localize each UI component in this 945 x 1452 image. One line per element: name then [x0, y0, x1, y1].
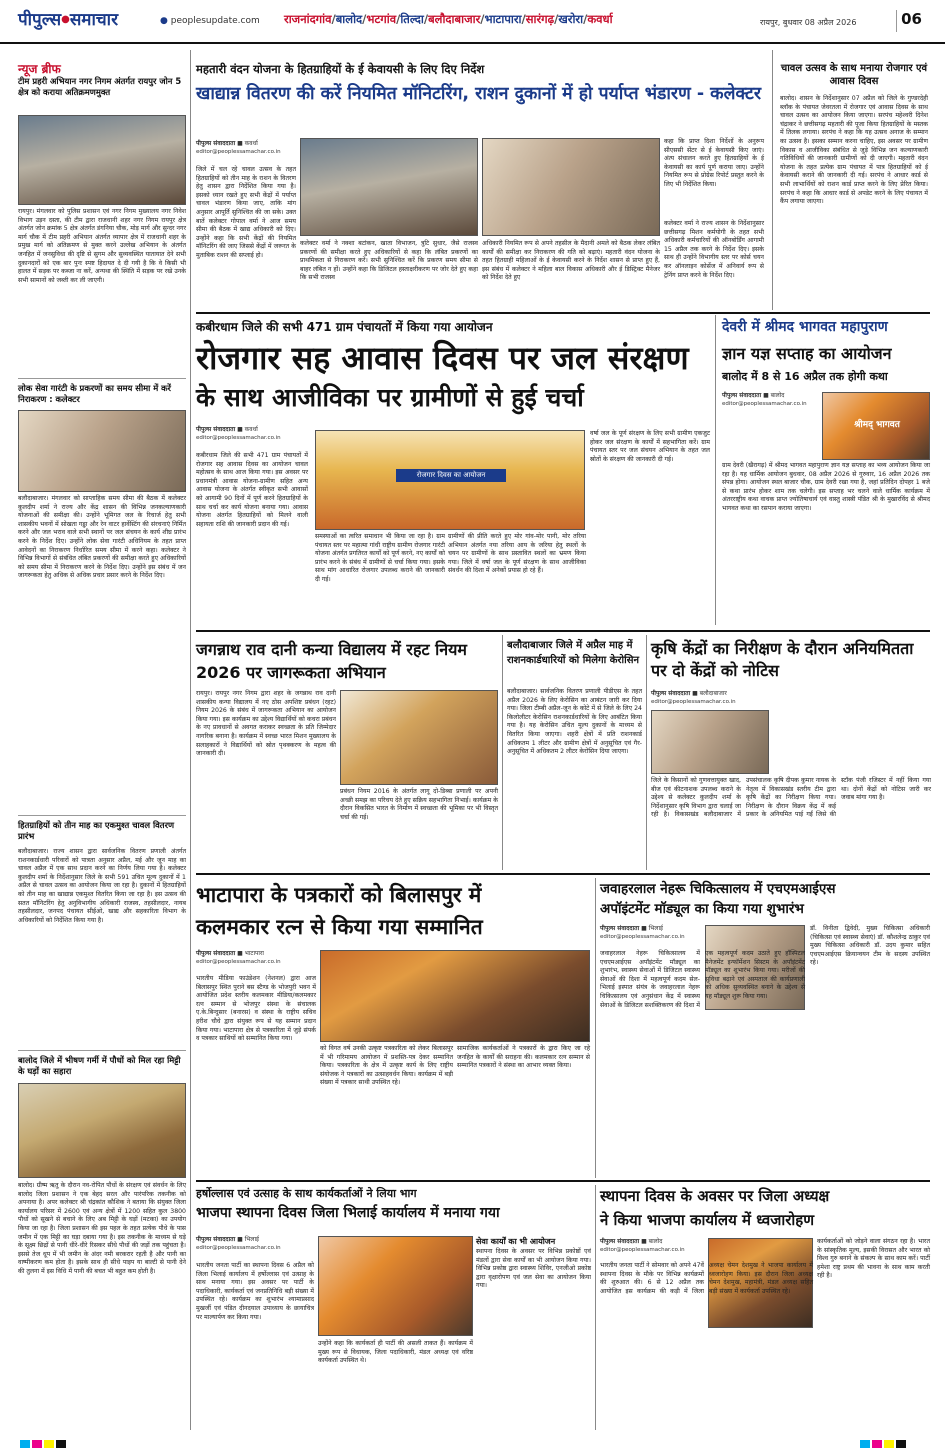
dateline: रायपुर, बुधवार 08 अप्रैल 2026 — [760, 18, 857, 27]
city-separator: / — [554, 12, 559, 26]
website-line — [160, 16, 260, 26]
right-story2-subtitle: बालोद में 8 से 16 अप्रैल तक होगी कथा — [722, 370, 888, 383]
story3-headline: जगन्नाथ राव दानी कन्या विद्यालय में रहट नियम 2026 पर जागरूकता अभियान — [196, 640, 467, 682]
story3-body2: प्रबंधन नियम 2016 के अंतर्गत लागू दो-डिब्बा प्रणाली पर अपनी अच्छी समझ का परिचय देते हुए सक्रिय सहभागिता निभाई। कार्यक्रम के दौरान विकसित भारत के निर्माण में स्वच्छता की भूमिका पर भी विस्तृत चर्चा की गई। — [340, 788, 498, 821]
byline-label: पीपुल्स संवाददाता — [196, 140, 236, 147]
city-link[interactable]: भाटापारा — [484, 12, 522, 26]
top-story-col1: जिले में चल रहे चावल उत्सव के तहत हितग्राहियों को तीन माह के राशन के वितरण हेतु शासन द्वारा निर्देशित किया गया है। इसको ध्यान रखते हुए सभी केंद्रों में पर्याप्त चावल भंडारण किया जाए, ताकि मांग अनुसार आपूर्ति सुनिश्चित की जा सके। उक्त बातें कलेक्टर गोपाल वर्मा ने आज समय सीमा की बैठक में खाद्य अधिकारी को दिए। उन्होंने कहा कि सभी केंद्रों की नियमित मॉनिटरिंग की जाए जिससे केंद्रों में जरूरत के मुताबिक राशन की सप्लाई हो। — [196, 166, 296, 259]
logo-dot-icon: ● — [61, 14, 70, 25]
byline-email[interactable]: editor@peoplessamachar.co.in — [196, 149, 281, 155]
byline-place: बलौदाबाजार — [699, 690, 727, 697]
story8-byline — [196, 1236, 316, 1252]
byline-email[interactable]: editor@peoplessamachar.co.in — [651, 699, 736, 705]
city-link[interactable]: भटगांव — [366, 12, 397, 26]
story7-headline-1: जवाहरलाल नेहरू चिकित्सालय में एचएमआईएस — [600, 881, 836, 897]
byline-place: भिलाई — [648, 925, 663, 932]
story9-body: भारतीय जनता पार्टी ने सोमवार को अपने 47वें स्थापना दिवस के मौके पर विभिन्न कार्यक्रमों की शुरुआत की। 6 से 12 अप्रैल तक आयोजित इस कार्यक्रम की कड़ी में जिला अध्यक्ष चेमन देशमुख ने भाजपा कार्यालय में ध्वजारोहण किया। इस दौरान जिला अध्यक्ष चेमन देशमुख, महामंत्री, मंडल अध्यक्ष सहित बड़ी संख्या में कार्यकर्ता उपस्थित रहे। — [600, 1262, 813, 1295]
byline-place: कवर्धा — [244, 426, 258, 433]
byline-email[interactable]: editor@peoplessamachar.co.in — [196, 435, 281, 441]
top-story-col5: कलेक्टर वर्मा ने राज्य शासन के निर्देशानुसार छत्तीसगढ़ मिशन कर्मयोगी के तहत सभी अधिकारी कर्मचारियों की ऑनबोर्डिंग आगामी 15 अप्रैल तक करने के निर्देश दिए। इसके साथ ही उन्होंने विभागीय स्तर पर कोर्स चयन कर ऑनलाइन कोर्सेज में अनिवार्य रूप से ट्रेनिंग प्राप्त करने के निर्देश दिए। — [664, 220, 764, 279]
right-top-body: बालोद। शासन के निर्देशानुसार 07 अप्रैल को जिले के गुण्डरदेही ब्लॉक के पंचायत जेवरतला में रोजगार एवं आवास दिवस के साथ चावल उत्सव का आयोजन किया जाएगा। सरपंच महेश्वरी दिनेश चंद्राकर ने छत्तीसगढ़ महतारी की पूजा किया हितग्राहियों के मस्तक में तिलक लगाया। सरपंच ने कहा कि यह उत्सव अनाज के सम्मान का उत्सव है। इसका सम्मान करना चाहिए, इस अवसर पर ग्रामीण विकास व आजीविका संबंधित से जुड़े विभिन्न जन कल्याणकारी गतिविधियों की जानकारी ग्रामीणों को दी जाएगी। महतारी वंदन योजना के तहत प्रत्येक ग्राम पंचायत में पात्र हितग्राहियों को ई केवायसी कराने की जानकारी दी गई। सरपंच ने आधार कार्ड से सभी लाभार्थियों को राशन कार्ड प्राप्त करने के लिए प्रेरित किया। सरपंच ने कहा कि आधार कार्ड से अपडेट करने के लिए पंचायत में कैंप लगाया जाएगा। — [780, 95, 928, 206]
story3-photo — [340, 690, 498, 785]
story5-headline: कृषि केंद्रों का निरीक्षण के दौरान अनियमितता पर दो केंद्रों को नोटिस — [651, 639, 914, 680]
story8-body1: भारतीय जनता पार्टी का स्थापना दिवस 6 अप्रैल को जिला भिलाई कार्यालय में हर्षोल्लास एवं उत्साह के साथ मनाया गया। इस अवसर पर पार्टी के पदाधिकारी, कार्यकर्ता एवं जनप्रतिनिधि बड़ी संख्या में उपस्थित रहे। कार्यक्रम का शुभारंभ श्यामाप्रसाद मुखर्जी एवं पंडित दीनदयाल उपाध्याय के छायाचित्र पर माल्यार्पण कर किया गया। — [196, 1262, 314, 1321]
story9-headline-2: ने किया भाजपा कार्यालय में ध्वजारोहण — [600, 1211, 815, 1229]
byline-label: पीपुल्स संवाददाता — [651, 690, 691, 697]
brief4-photo — [18, 1083, 186, 1178]
city-link[interactable]: बलौदाबाजार — [428, 12, 481, 26]
byline-place: भाटापारा — [244, 950, 264, 957]
news-brief-label: न्यूज ब्रीफ — [18, 62, 61, 76]
city-strip — [284, 12, 613, 27]
banner-caption: रोजगार दिवस का आयोजन — [396, 469, 506, 482]
byline-label: पीपुल्स संवाददाता — [600, 1238, 640, 1245]
byline-label: पीपुल्स संवाददाता — [600, 925, 640, 932]
right-story2-title-1: देवरी में श्रीमद भागवत महापुराण — [722, 319, 888, 335]
story4-body: बलौदाबाजार। सार्वजनिक वितरण प्रणाली पीडीएस के तहत अप्रैल 2026 के लिए केरोसिन का आबंटन जारी कर दिया गया। जिला टीम्बी अप्रैल-जून के कोटे में से जिले के लिए 24 किलोलीटर केरोसिन राशनकार्डधारियों के लिए आबंटित किया गया है। यह केरोसिन उचित मूल्य दुकानों के माध्यम से वितरित किया जाएगा। शहरी क्षेत्रों में प्रति राशनकार्ड अधिकतम 1 लीटर और ग्रामीण क्षेत्रों में अनुसूचित एवं गैर-अनुसूचित में अधिकतम 2 लीटर केरोसिन दिया जाएगा। — [507, 688, 642, 756]
byline-email[interactable]: editor@peoplessamachar.co.in — [600, 934, 685, 940]
story7-body: जवाहरलाल नेहरू चिकित्सालय में एचएमआईएस अपॉइंटमेंट मॉड्यूल का शुभारंभ, स्वास्थ्य सेवाओं में डिजिटल स्वास्थ्य सेवाओं की दिशा में महत्वपूर्ण कदम सेल-भिलाई इस्पात संयंत्र के जवाहरलाल नेहरू चिकित्सालय एवं अनुसंधान केंद्र में स्वास्थ्य सेवाओं के डिजिटल सशक्तिकरण की दिशा में एक महत्वपूर्ण कदम उठाते हुए हॉस्पिटल मैनेजमेंट इन्फॉर्मेशन सिस्टम के अपॉइंटमेंट मॉड्यूल का शुभारंभ किया गया। मरीजों की सुविधा बढ़ाने एवं अस्पताल की कार्यप्रणाली को अधिक सुव्यवस्थित बनाने के उद्देश्य से यह मॉड्यूल शुरू किया गया। — [600, 950, 805, 1009]
color-registration-strip — [20, 1433, 68, 1452]
city-link[interactable]: खरोरा — [558, 12, 584, 26]
city-separator: / — [521, 12, 526, 26]
color-registration-strip-right — [860, 1433, 908, 1452]
right-top-title: चावल उत्सव के साथ मनाया रोजगार एवं आवास दिवस — [780, 63, 928, 87]
brief1-body: रायपुर। मंगलवार को पुलिस प्रशासन एवं नगर निगम मुख्यालय नगर निवेश विभाग उड़न दस्ता, की टीम द्वारा राजधानी शहर नगर निगम रायपुर क्षेत्र अंतर्गत जोन क्रमांक 5 क्षेत्र अंतर्गत डंगनिया चौक, मोड़ मार्ग और सुन्दर नगर मार्ग चौक में टीम प्रहरी अभियान अंतर्गत व्यापार क्षेत्र में राजधानी शहर के प्रमुख मार्ग को अतिक्रमण से मुक्त करने उल्लेख अभियान के अंतर्गत जनहित में जनसुविधा की दृष्टि से सुगम और सुव्यवस्थित यातायात देने सभी दुकानदारों को एक बार पुनः स्पष्ट हिदायत दे दी गयी है कि वे किसी भी हालत में सड़क पर कब्जा ना करें, अन्यथा की स्थिति में सड़क पर रखे उनके सभी सामानों को जब्ती कर ली जाएगी। — [18, 208, 186, 284]
byline-label: पीपुल्स संवाददाता — [196, 1236, 236, 1243]
story9-byline — [600, 1238, 710, 1254]
story2-headline-1: रोजगार सह आवास दिवस पर जल संरक्षण — [196, 339, 689, 377]
byline-place: बालोद — [770, 392, 785, 399]
city-link[interactable]: सारंगढ़ — [525, 12, 555, 26]
story2-overline: कबीरधाम जिले की सभी 471 ग्राम पंचायतों में किया गया आयोजन — [196, 320, 493, 334]
story9-headline-1: स्थापना दिवस के अवसर पर जिला अध्यक्ष — [600, 1187, 830, 1205]
top-story-byline — [196, 140, 296, 156]
story5-byline — [651, 690, 771, 706]
byline-label: पीपुल्स संवाददाता — [722, 392, 762, 399]
city-link[interactable]: कवर्धा — [587, 12, 613, 26]
story2-col1: कबीरधाम जिले की सभी 471 ग्राम पंचायतों में रोजगार सह आवास दिवस का आयोजन चावल महोत्सव के साथ आज किया गया। इस अवसर पर प्रधानमंत्री आवास योजना-ग्रामीण सहित अन्य आवास योजना के अंतर्गत स्वीकृत सभी आवासों को आगामी 90 दिनों में पूर्ण करने हितग्राहियों के साथ चर्चा कर कार्य योजना बनाया गया। आवास योजना अंतर्गत हितग्राहियों को मिलने वाली सहायता राशि की जानकारी प्रदान की गई। — [196, 452, 308, 528]
byline-sep-icon: ■ — [237, 140, 243, 147]
byline-sep-icon: ■ — [641, 1238, 647, 1245]
city-link[interactable]: राजनांदगांव — [284, 12, 332, 26]
byline-sep-icon: ■ — [763, 392, 769, 399]
right-story2-title-2: ज्ञान यज्ञ सप्ताह का आयोजन — [722, 344, 892, 363]
story8-sidebox-body: स्थापना दिवस के अवसर पर विभिन्न प्रकोष्ठों एवं मंडलों द्वारा सेवा कार्यों का भी आयोजन किया गया। विभिन्न प्रकोष्ठ द्वारा स्वास्थ्य शिविर, एनजीओ प्रकोष्ठ द्वारा वृक्षारोपण एवं जल सेवा का आयोजन किया गया। — [476, 1248, 591, 1290]
city-separator: / — [396, 12, 401, 26]
story7-body2: डॉ. विनीता द्विवेदी, मुख्य चिकित्सा अधिकारी (चिकित्सा एवं स्वास्थ्य सेवाएं) डॉ. कौशलेन्द्र ठाकुर एवं मुख्य चिकित्सा अधिकारी डॉ. उदय कुमार सहित एचएमआईएस क्रियान्वयन टीम के सदस्य उपस्थित रहे। — [810, 925, 930, 967]
story8-sidebox-title: सेवा कार्यों का भी आयोजन — [476, 1237, 556, 1246]
brief2-title: लोक सेवा गारंटी के प्रकरणों का समय सीमा में करें निराकरण : कलेक्टर — [18, 383, 171, 404]
story6-headline-1: भाटापारा के पत्रकारों को बिलासपुर में — [196, 883, 482, 907]
story7-byline — [600, 925, 720, 941]
city-separator: / — [480, 12, 485, 26]
story6-byline — [196, 950, 316, 966]
story5-photo — [651, 710, 769, 774]
byline-email[interactable]: editor@peoplessamachar.co.in — [196, 1245, 281, 1251]
brief2-photo — [18, 410, 186, 492]
story6-body3: सामाजिक कार्यकर्ताओं ने पत्रकारों के द्वारा किए जा रहे जनहित के कार्यों की सराहना की। कलमकार रत्न सम्मान से सम्मानित पत्रकारों ने संस्था का आभार व्यक्त किया। — [457, 1045, 590, 1070]
brief3-title: हितग्राहियों को तीन माह का एकमुश्त चावल वितरण प्रारंभ — [18, 820, 175, 841]
byline-email[interactable]: editor@peoplessamachar.co.in — [196, 959, 281, 965]
logo — [18, 10, 118, 30]
byline-label: पीपुल्स संवाददाता — [196, 426, 236, 433]
byline-email[interactable]: editor@peoplessamachar.co.in — [722, 401, 807, 407]
logo-right: समाचार — [69, 10, 119, 30]
byline-sep-icon: ■ — [237, 1236, 243, 1243]
top-story-headline: खाद्यान्न वितरण की करें नियमित मॉनिटरिंग, राशन दुकानों में हो पर्याप्त भंडारण - कलेक्टर — [196, 84, 761, 104]
brief4-title: बालोद जिले में भीषण गर्मी में पौधों को मिल रहा मिट्टी के घड़ों का सहारा — [18, 1055, 181, 1076]
story2-col3: ग्रामीणों की प्रीति करते हुए मोर गांव-मोर पानी, मोर तरिया अभियान अंतर्गत नया तरिया आय के जरिया हेतु स्थलों के चयन पर ग्रामीणों के साथ प्रस्तावित स्थलों का भ्रमण किया गया। जिले में वर्षा जल के पूर्ण संरक्षण के साथ आजीविका संवर्धन की दिशा में अनेकों प्रयास हो रहे हैं। — [448, 533, 586, 575]
right-story2-body: ग्राम देवरी (खैरागढ़) में श्रीमद भागवत महापुराण ज्ञान यज्ञ सप्ताह का भव्य आयोजन किया जा रहा है। यह धार्मिक आयोजन बुधवार, 08 अप्रैल 2026 से गुरुवार, 16 अप्रैल 2026 तक संपन्न होगा। आयोजन स्थल बाजार चौक, ग्राम देवरी रखा गया है, जहां प्रतिदिन दोपहर 1 बजे से कथा प्रारंभ होकर शाम तक चलेगी। इस सप्ताह भर चलने वाले धार्मिक कार्यक्रम में अंतरराष्ट्रीय कथा वाचक प्राप्त ज्योतिषाचार्य एवं वास्तु शास्त्री पंडित श्री के मुखारविंद से श्रीमद भागवत कथा का रसपान कराया जाएगा। — [722, 462, 930, 512]
brief4-body: बालोद। ग्रीष्म ऋतु के दौरान नव-रोपित पौधों के संरक्षण एवं संवर्धन के लिए बालोद जिला प्रशासन ने एक बेहद सरल और पारंपरिक तकनीक को अपनाया है। अपर कलेक्टर श्री चंद्रकांत कौशिक ने बताया कि संयुक्त जिला कार्यालय परिसर में 2600 एवं अन्य क्षेत्रों में 1200 सहित कुल 3800 पौधों को सूखने से बचाने के लिए अब मिट्टी के घड़ों (मटका) का उपयोग किया जा रहा है। जिला प्रशासन की इस पहल के तहत प्रत्येक पौधे के पास जमीन में एक मिट्टी का घड़ा दबाया गया है। इस तकनीक के माध्यम से घड़े के सूक्ष्म छिद्रों से पानी धीरे-धीरे रिसकर सीधे पौधों की जड़ों तक पहुंचता है। इससे तेज धूप में भी जमीन के अंदर नमी बरकरार रहती है और पानी का वाष्पीकरण कम होता है। इसके साथ ही सीधे पाइप या बाल्टी से पानी देने की तुलना में इस विधि में पानी की बचत भी बहुत कम होती है। — [18, 1182, 186, 1275]
story6-body2: को विगत वर्ष उनकी उत्कृष्ट पत्रकारिता को लेकर बिलासपुर में भी गरिमामय आयोजन में प्रशस्ति-पत्र देकर सम्मानित किया। पत्रकारिता के क्षेत्र में उत्कृष्ट कार्य के लिए राष्ट्रीय संयोजक ने पत्रकारों का उत्साहवर्धन किया। कार्यक्रम में बड़ी संख्या में पत्रकार साथी उपस्थित रहे। — [320, 1045, 453, 1087]
right-story2-poster — [822, 392, 930, 460]
story5-body: जिले के किसानों को गुणवत्तायुक्त खाद, बीज एवं कीटनाशक उपलब्ध कराने के उद्देश्य से कलेक्टर कुलदीप शर्मा के निर्देशानुसार कृषि विभाग द्वारा चलाई जा रही है। विकासखंड बलौदाबाजार में उपसंचालक कृषि दीपक कुमार नायक के नेतृत्व में विकासखंड स्तरीय टीम द्वारा कृषि केंद्रों का निरीक्षण किया गया। निरीक्षण के दौरान विक्रय केंद्र में कई प्रकार के अनियमित पाई गईं जिसे की स्टॉक पंजी रजिस्टर में नहीं किया गया था। दोनों केंद्रों को नोटिस जारी कर जवाब मांगा गया है। — [651, 777, 931, 819]
top-story-col2: कलेक्टर वर्मा ने नक्शा बटांकन, खाता विभाजन, त्रुटि सुधार, जैसे राजस्व प्रकरणों की समीक्षा करते हुए अधिकारियों से कहा कि लंबित प्रकरणों का प्राथमिकता से निराकरण करें। सभी सुनिश्चित करें कि प्रकरण समय सीमा से बाहर लंबित न हों। उन्होंने कहा कि डिजिटल हस्ताक्षरीकरण पर जोर देते हुए कहा कि सभी राजस्व — [300, 240, 478, 282]
brief1-photo — [18, 115, 186, 205]
story6-photo — [320, 950, 590, 1042]
byline-sep-icon: ■ — [237, 426, 243, 433]
globe-icon: ● — [160, 16, 168, 26]
top-story-photo-1 — [300, 138, 478, 236]
story2-headline-2: के साथ आजीविका पर ग्रामीणों से हुई चर्चा — [196, 383, 584, 412]
brief1-title: टीम प्रहरी अभियान नगर निगम अंतर्गत रायपुर जोन 5 क्षेत्र को कराया अतिक्रमणमुक्त — [18, 76, 182, 97]
story2-col4: वर्षा जल के पूर्ण संरक्षण के लिए सभी ग्रामीण एकजुट होकर जल संरक्षण के कार्यों में सहभागिता करें। ग्राम पंचायत स्तर पर जल संचयन अभियान के तहत जल स्रोतों के संरक्षण की जानकारी दी गई। — [590, 430, 710, 463]
city-separator: / — [423, 12, 429, 26]
story6-headline-2: कलमकार रत्न से किया गया सम्मानित — [196, 915, 483, 939]
byline-sep-icon: ■ — [237, 950, 243, 957]
logo-left: पीपुल्स — [18, 10, 62, 30]
city-link[interactable]: बालोद — [335, 12, 363, 26]
byline-sep-icon: ■ — [641, 925, 647, 932]
masthead — [0, 0, 945, 44]
byline-place: भिलाई — [244, 1236, 259, 1243]
byline-place: कवर्धा — [244, 140, 258, 147]
top-story-overline: महतारी वंदन योजना के हितग्राहियों के ई केवायसी के लिए दिए निर्देश — [196, 62, 485, 76]
story3-body1: रायपुर। रायपुर नगर निगम द्वारा शहर के जगन्नाथ राव दानी शासकीय कन्या विद्यालय में नए ठोस अपशिष्ट प्रबंधन (रहट) नियम 2026 के संबंध में जागरूकता अभियान का आयोजन किया गया। इस कार्यक्रम का उद्देश्य विद्यार्थियों को कचरा प्रबंधन के नए प्रावधानों से अवगत कराकर स्वच्छता के प्रति जिम्मेदार नागरिक बनाना है। कार्यक्रम में स्वच्छ भारत मिशन मुख्यालय के सलाहकारों ने विद्यार्थियों को स्रोत पृथक्करण के महत्व की जानकारी दी। — [196, 690, 336, 758]
byline-sep-icon: ■ — [692, 690, 698, 697]
story8-photo — [318, 1236, 473, 1336]
website[interactable]: peoplesupdate.com — [170, 16, 260, 26]
top-story-photo-2 — [482, 138, 660, 236]
story8-overline: हर्षोल्लास एवं उत्साह के साथ कार्यकर्ताओं ने लिया भाग — [196, 1187, 417, 1200]
top-story-col4: कहा कि प्राप्त दिशा निर्देशों के अनुरूप सीएससी सेंटर से ई केवायसी किए जाएं। अंत्य संचालन करते हुए हितग्राहियों के ई केवायसी का कार्य पूर्ण कराया जाए। उन्होंने नियमित रूप से प्रोग्रेस रिपोर्ट प्रस्तुत करने के लिए भी निर्देशित किया। — [664, 138, 764, 188]
city-separator: / — [331, 12, 336, 26]
byline-label: पीपुल्स संवाददाता — [196, 950, 236, 957]
top-story-col3: अधिकारी नियमित रूप से अपने तहसील के मैदानी अमले को बैठक लेकर लंबित कार्यों की समीक्षा कर निराकरण की गति को बढ़ाएं। महतारी वंदन योजना के तहत हितग्राही महिलाओं के ई केवायसी करने के निर्देश शासन से प्राप्त हुए हैं, इस संबंध में कलेक्टर ने महिला बाल विकास अधिकारी और ई डिस्ट्रिक्ट मैनेजर को निर्देश देते हुए — [482, 240, 660, 282]
story8-body2: उन्होंने कहा कि कार्यकर्ता ही पार्टी की असली ताकत हैं। कार्यक्रम में मुख्य रूप से विधायक, जिला पदाधिकारी, मंडल अध्यक्ष एवं वरिष्ठ कार्यकर्ता उपस्थित थे। — [318, 1340, 473, 1365]
story4-headline: बलौदाबाजार जिले में अप्रैल माह में राशनकार्डधारियों को मिलेगा केरोसिन — [507, 640, 640, 666]
brief3-body: बलौदाबाजार। राज्य शासन द्वारा सार्वजनिक वितरण प्रणाली अंतर्गत राशनकार्डधारी परिवारों को पात्रता अनुसार अप्रैल, मई और जून माह का चावल अप्रैल में एक साथ प्रदान करने का निर्णय लिया गया है। कलेक्टर कुलदीप शर्मा के निर्देशानुसार जिले के सभी 591 उचित मूल्य दुकानों में 1 अप्रैल से चावल उत्सव का आयोजन किया जा रहा है। दुकानों में हितग्राहियों को तीन माह का खाद्यान्न एकमुश्त वितरित किया जा रहा है। इस उत्सव की सतत मॉनिटरिंग हेतु अनुविभागीय अधिकारी राजस्व, तहसीलदार, नायब तहसीलदार, जनपद पंचायत सीईओ, खाद्य और सहकारिता विभाग के अधिकारियों को निर्देशित किया गया है। — [18, 848, 186, 924]
byline-place: बालोद — [648, 1238, 663, 1245]
poster-caption: श्रीमद् भागवत — [854, 420, 900, 430]
story2-col2: समस्याओं का त्वरित समाधान भी किया जा रहा है। ग्राम पंचायत स्तर पर महात्मा गांधी राष्ट्रीय ग्रामीण रोजगार गारंटी योजना अंतर्गत प्रगतिरत कार्यों को पूर्ण करने, नए कार्यों को प्रारंभ करने के संबंध में ग्रामीणों से चर्चा किया गया। इसके साथ मांग आधारित रोजगार उपलब्ध कराने की जानकारी दी गई। — [315, 533, 445, 583]
story9-body2: कार्यकर्ताओं को जोड़ने वाला संगठन रहा है। भारत के सांस्कृतिक मूल्य, इसकी विरासत और भारत को विश्व गुरु बनाने के संकल्प के साथ काम करें। पार्टी हमेशा राष्ट्र प्रथम की भावना के साथ काम करती रही है। — [817, 1238, 930, 1280]
city-separator: / — [583, 12, 588, 26]
brief2-body: बलौदाबाजार। मंगलवार को साप्ताहिक समय सीमा की बैठक में कलेक्टर कुलदीप शर्मा ने राज्य और केंद्र शासन की विभिन्न जनकल्याणकारी योजनाओं की समीक्षा की। उन्होंने भूमिगत जल के रिचार्ज हेतु सभी शासकीय भवनों में सोखता गड्ढा और रेन वाटर हार्वेस्टिंग की संरचनाएं निर्मित करने और जल भराव वाले सभी स्थानों पर जल संचयन के कार्य शीघ्र प्रारंभ करने के निर्देश दिए। उन्होंने लोक सेवा गारंटी अधिनियम के तहत प्राप्त आवेदनों का निराकरण निर्धारित समय सीमा में करने कहा। कलेक्टर ने विभिन्न विभागों से संबंधित लंबित प्रकरणों की समीक्षा करते हुए अधिकारियों को समय सीमा में निराकरण करने के निर्देश दिए। उन्होंने इस संबंध में जन जागरूकता हेतु अधिक से अधिक प्रचार प्रसार करने के निर्देश दिए। — [18, 495, 186, 580]
story8-headline: भाजपा स्थापना दिवस जिला भिलाई कार्यालय में मनाया गया — [196, 1205, 500, 1221]
byline-email[interactable]: editor@peoplessamachar.co.in — [600, 1247, 685, 1253]
city-link[interactable]: तिल्दा — [400, 12, 424, 26]
page-number: 06 — [896, 10, 926, 32]
story2-photo — [315, 430, 585, 530]
story7-headline-2: अपॉइंटमेंट मॉड्यूल का किया गया शुभारंभ — [600, 901, 804, 917]
right-story2-byline — [722, 392, 812, 408]
city-separator: / — [362, 12, 367, 26]
story6-body1: भारतीय मीडिया फाउंडेशन (नेशनल) द्वारा आज बिलासपुर स्थित पुराने बस स्टैण्ड के भोजपुरी भवन में आयोजित प्रदेश स्तरीय कलमकार मीडिया/कलमकार रत्न सम्मान से भोजपुर संस्था के संचालक ए.के.बिन्दुसार (बनारस) व संस्था के राष्ट्रीय सचिव हरीश चौधे द्वारा संयुक्त रूप से यह सम्मान प्रदान किया गया। भाटापारा क्षेत्र से पत्रकारिता में जुड़े संपर्क व पत्रकार साथियों को सम्मानित किया गया। — [196, 975, 316, 1043]
